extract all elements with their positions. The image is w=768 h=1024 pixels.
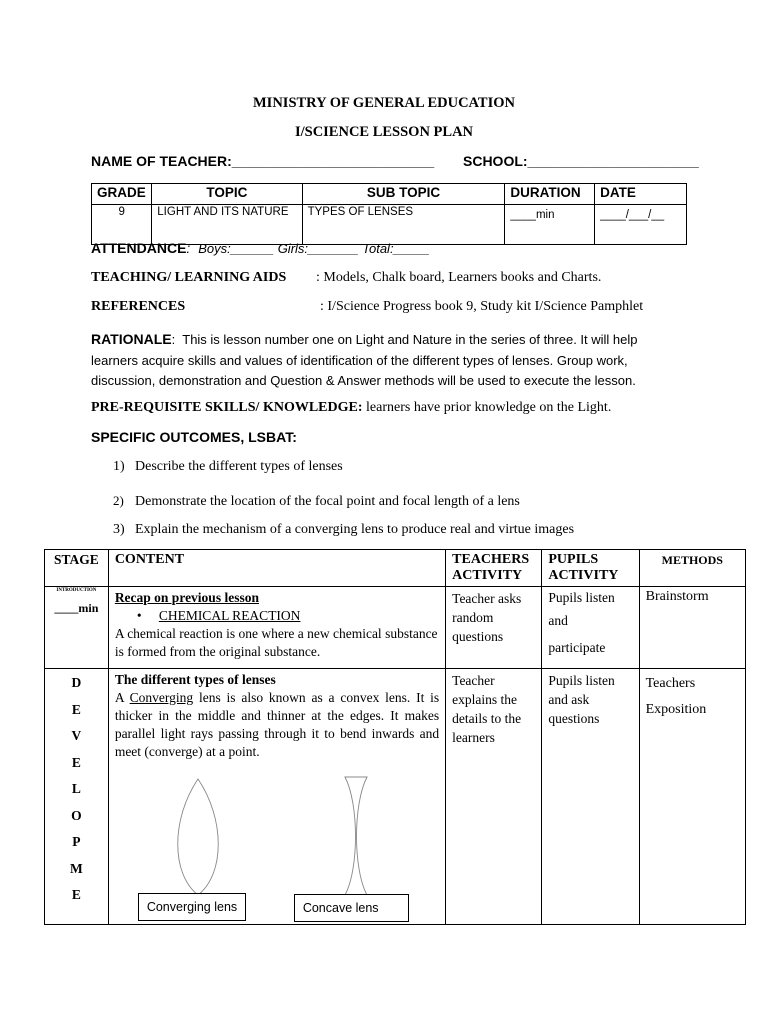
intro-pupil-activity — [542, 587, 639, 669]
content-text-a: A — [114, 690, 130, 705]
outcome-text: Demonstrate the location of the focal point and focal length of a lens — [135, 494, 520, 509]
grade-table-header-row — [92, 184, 687, 205]
intro-pupil-line: participate — [548, 640, 606, 655]
grade-header: GRADE — [92, 184, 152, 205]
introduction-row — [45, 587, 746, 669]
grade-table — [91, 183, 687, 245]
methods-header: METHODS — [639, 550, 745, 587]
stage-letter: P — [72, 834, 81, 849]
development-content-title: The different types of lenses — [114, 672, 276, 687]
topic-value: LIGHT AND ITS NATURE — [152, 205, 302, 245]
teachers-activity-header — [446, 550, 542, 587]
outcome-text: Explain the mechanism of a converging lens to produce real and virtue images — [135, 522, 575, 537]
rationale-label: RATIONALE — [91, 331, 172, 347]
stage-letter: O — [71, 807, 82, 823]
lesson-table-header-row — [45, 550, 746, 587]
outcome-item — [113, 493, 520, 510]
subtopic-value: TYPES OF LENSES — [302, 205, 505, 245]
aids-label: TEACHING/ LEARNING AIDS — [91, 270, 287, 285]
lesson-table — [44, 549, 746, 925]
outcome-item — [113, 522, 574, 538]
prerequisite-label: PRE-REQUISITE SKILLS/ KNOWLEDGE: — [91, 400, 363, 415]
converging-lens-shape — [178, 779, 219, 895]
pupils-header-line: ACTIVITY — [548, 568, 619, 583]
intro-bullet-text: CHEMICAL REACTION — [158, 608, 301, 623]
stage-header: STAGE — [45, 550, 109, 587]
lesson-plan-title: I/SCIENCE LESSON PLAN — [294, 124, 474, 140]
content-header: CONTENT — [108, 550, 445, 587]
stage-letter: E — [71, 754, 81, 770]
pupils-header-line: PUPILS — [548, 552, 599, 567]
intro-stage-cell — [45, 587, 109, 669]
development-row — [45, 669, 746, 925]
attendance-values: Boys:______ Girls:_______ Total:_____ — [198, 241, 430, 256]
converging-lens-label: Converging lens — [138, 893, 246, 921]
lens-diagrams — [109, 669, 441, 925]
prerequisite-line — [91, 400, 611, 416]
references-text: : I/Science Progress book 9, Study kit I/Science Pamphlet — [320, 299, 644, 314]
aids-text: : Models, Chalk board, Learners books and Charts. — [316, 270, 602, 285]
grade-value: 9 — [92, 205, 152, 245]
date-header: DATE — [595, 184, 687, 205]
references-label: REFERENCES — [91, 299, 186, 314]
attendance-label: ATTENDANCE — [91, 240, 187, 256]
teacher-name-field: NAME OF TEACHER:__________________________ — [91, 153, 435, 169]
content-text-rest: lens is also known as a convex lens. It is thicker in the middle and thinner at the edges. It makes parallel light rays passing through it to bend inwards and meet (converge) at a point. — [114, 690, 440, 759]
concave-lens-shape — [345, 777, 367, 895]
outcome-number: 1) — [113, 459, 125, 474]
rationale-colon: : — [171, 332, 176, 347]
rationale-line-3: discussion, demonstration and Question & Answer methods will be used to execute the lesson. — [91, 373, 636, 388]
development-stage-cell — [45, 669, 109, 925]
stage-letter: E — [71, 887, 81, 902]
grade-table-row — [92, 205, 687, 245]
stage-letter: D — [71, 675, 82, 690]
method-line: Exposition — [645, 702, 707, 717]
outcome-number: 2) — [113, 493, 124, 508]
intro-stage-label: INTRODUCTION — [56, 588, 97, 593]
development-pupil-activity: Pupils listen and ask questions — [542, 669, 639, 925]
development-method — [639, 669, 745, 925]
bullet-icon: • — [136, 608, 142, 623]
school-field: SCHOOL:______________________ — [463, 153, 699, 169]
ministry-title: MINISTRY OF GENERAL EDUCATION — [253, 95, 515, 111]
concave-lens-label: Concave lens — [294, 894, 409, 922]
subtopic-header: SUB TOPIC — [302, 184, 505, 205]
intro-pupil-line: and — [548, 613, 568, 628]
teachers-header-line: ACTIVITY — [452, 568, 523, 583]
duration-value: ____min — [505, 205, 595, 245]
intro-method: Brainstorm — [639, 587, 745, 669]
outcome-text: Describe the different types of lenses — [135, 459, 343, 474]
outcomes-label: SPECIFIC OUTCOMES, LSBAT: — [91, 429, 297, 445]
rationale-line-1: This is lesson number one on Light and Nature in the series of three. It will help — [182, 332, 638, 347]
intro-stage-time: ____min — [54, 601, 99, 615]
stage-letter: L — [71, 781, 81, 796]
rationale-paragraph — [91, 329, 691, 392]
prerequisite-text: learners have prior knowledge on the Light. — [366, 400, 612, 415]
stage-letter: M — [70, 860, 83, 876]
stage-letter: V — [71, 728, 82, 743]
rationale-line-2: learners acquire skills and values of identification of the different types of lenses. Group work, — [91, 352, 628, 368]
intro-content-text: A chemical reaction is one where a new chemical substance is formed from the original substance. — [114, 626, 438, 659]
intro-content-cell — [108, 587, 445, 669]
stage-letter: E — [71, 701, 81, 717]
method-line: Teachers — [645, 676, 696, 691]
development-teacher-activity: Teacher explains the details to the learners — [446, 669, 542, 925]
pupils-activity-header — [542, 550, 639, 587]
outcome-item — [113, 459, 343, 475]
intro-bullet-item — [115, 607, 439, 625]
development-content-cell — [108, 669, 445, 925]
intro-content-title: Recap on previous lesson — [114, 590, 259, 605]
converging-word: Converging — [129, 690, 194, 705]
outcome-number: 3) — [113, 522, 125, 537]
teachers-header-line: TEACHERS — [452, 552, 530, 567]
intro-teacher-activity: Teacher asks random questions — [446, 587, 542, 669]
intro-pupil-line: Pupils listen — [548, 590, 615, 605]
duration-header: DURATION — [505, 184, 595, 205]
topic-header: TOPIC — [152, 184, 302, 205]
attendance-colon: : — [186, 240, 191, 256]
attendance-line — [91, 240, 430, 256]
date-value: ____/___/__ — [595, 205, 687, 245]
